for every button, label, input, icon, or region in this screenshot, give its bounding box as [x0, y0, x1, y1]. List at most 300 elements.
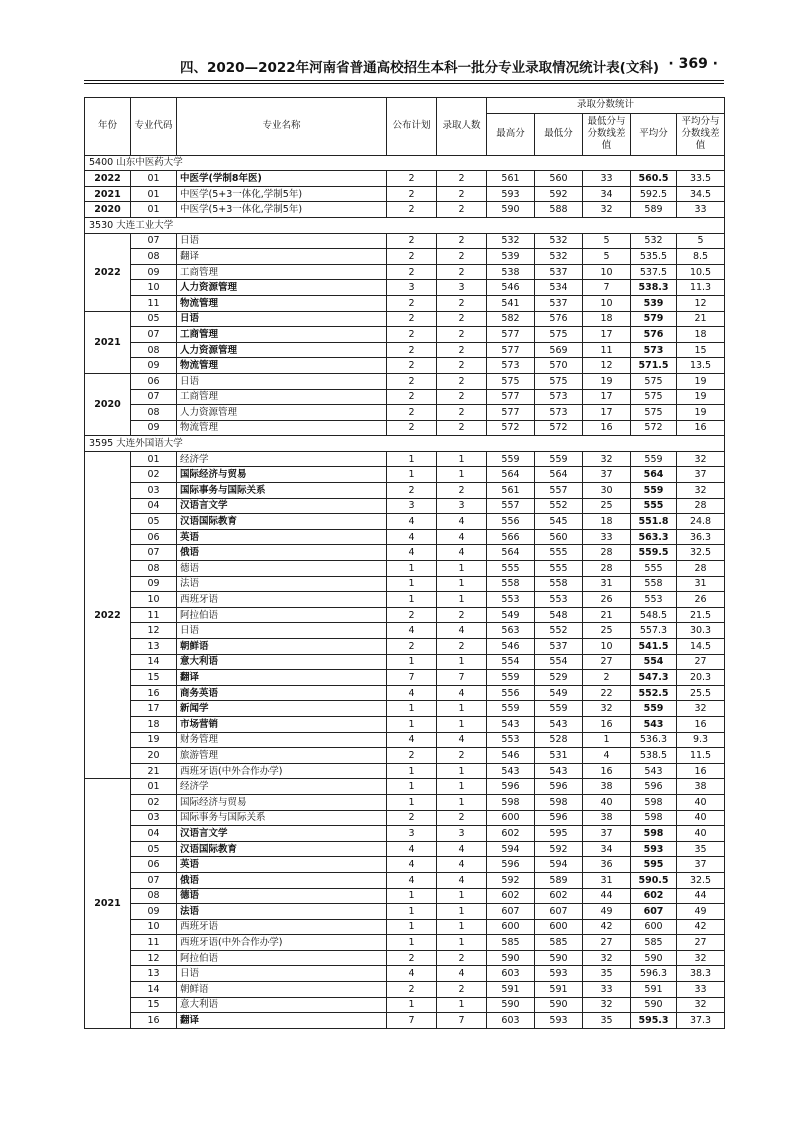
avg-diff-cell: 30.3: [677, 623, 725, 639]
table-row: [85, 249, 725, 265]
table-row: [85, 701, 725, 717]
code-cell: 03: [131, 810, 177, 826]
avg-cell: 554: [631, 654, 677, 670]
max-cell: 546: [487, 639, 535, 655]
max-cell: 564: [487, 545, 535, 561]
code-cell: 07: [131, 233, 177, 249]
avg-cell: 547.3: [631, 670, 677, 686]
table-row: [85, 514, 725, 530]
admitted-cell: 2: [437, 483, 487, 499]
avg-diff-cell: 25.5: [677, 685, 725, 701]
code-cell: 08: [131, 405, 177, 421]
avg-cell: 572: [631, 420, 677, 436]
avg-diff-cell: 32: [677, 483, 725, 499]
min-cell: 552: [535, 498, 583, 514]
major-name-cell: 经济学: [177, 779, 387, 795]
code-cell: 10: [131, 592, 177, 608]
year-cell: 2021: [85, 186, 131, 202]
avg-cell: 589: [631, 202, 677, 218]
avg-cell: 535.5: [631, 249, 677, 265]
col-max-header: 最高分: [487, 113, 535, 155]
min-cell: 553: [535, 592, 583, 608]
major-name-cell: 商务英语: [177, 685, 387, 701]
table-row: [85, 1013, 725, 1029]
admitted-cell: 2: [437, 186, 487, 202]
major-name-cell: 旅游管理: [177, 748, 387, 764]
max-cell: 539: [487, 249, 535, 265]
plan-cell: 3: [387, 498, 437, 514]
avg-diff-cell: 32.5: [677, 545, 725, 561]
plan-cell: 4: [387, 857, 437, 873]
admitted-cell: 2: [437, 748, 487, 764]
avg-cell: 555: [631, 498, 677, 514]
avg-cell: 590: [631, 950, 677, 966]
min-diff-cell: 16: [583, 763, 631, 779]
avg-cell: 579: [631, 311, 677, 327]
admitted-cell: 4: [437, 623, 487, 639]
plan-cell: 2: [387, 810, 437, 826]
admitted-cell: 4: [437, 841, 487, 857]
max-cell: 596: [487, 857, 535, 873]
min-cell: 559: [535, 451, 583, 467]
code-cell: 14: [131, 982, 177, 998]
avg-diff-cell: 32: [677, 451, 725, 467]
major-name-cell: 翻译: [177, 249, 387, 265]
admitted-cell: 7: [437, 670, 487, 686]
avg-cell: 563.3: [631, 529, 677, 545]
code-cell: 07: [131, 545, 177, 561]
plan-cell: 1: [387, 888, 437, 904]
avg-cell: 575: [631, 405, 677, 421]
plan-cell: 2: [387, 748, 437, 764]
table-row: [85, 186, 725, 202]
avg-diff-cell: 33: [677, 202, 725, 218]
avg-cell: 596: [631, 779, 677, 795]
avg-cell: 595.3: [631, 1013, 677, 1029]
table-row: [85, 592, 725, 608]
table-row: [85, 732, 725, 748]
major-name-cell: 日语: [177, 233, 387, 249]
year-cell: 2022: [85, 233, 131, 311]
major-name-cell: 中医学(5+3一体化,学制5年): [177, 202, 387, 218]
plan-cell: 1: [387, 904, 437, 920]
header-rule-thin: [84, 83, 724, 84]
max-cell: 538: [487, 264, 535, 280]
table-row: [85, 358, 725, 374]
avg-cell: 590: [631, 997, 677, 1013]
plan-cell: 1: [387, 467, 437, 483]
avg-diff-cell: 15: [677, 342, 725, 358]
min-diff-cell: 26: [583, 592, 631, 608]
col-plan-header: 公布计划: [387, 98, 437, 156]
code-cell: 07: [131, 872, 177, 888]
admitted-cell: 1: [437, 888, 487, 904]
plan-cell: 2: [387, 327, 437, 343]
min-diff-cell: 17: [583, 389, 631, 405]
avg-cell: 564: [631, 467, 677, 483]
major-name-cell: 中医学(学制8年医): [177, 171, 387, 187]
table-row: [85, 311, 725, 327]
max-cell: 543: [487, 763, 535, 779]
max-cell: 563: [487, 623, 535, 639]
major-name-cell: 英语: [177, 857, 387, 873]
major-name-cell: 汉语言文学: [177, 498, 387, 514]
max-cell: 559: [487, 451, 535, 467]
major-name-cell: 汉语国际教育: [177, 841, 387, 857]
plan-cell: 1: [387, 576, 437, 592]
max-cell: 603: [487, 1013, 535, 1029]
avg-diff-cell: 33: [677, 982, 725, 998]
max-cell: 573: [487, 358, 535, 374]
code-cell: 11: [131, 607, 177, 623]
plan-cell: 1: [387, 701, 437, 717]
admitted-cell: 1: [437, 576, 487, 592]
plan-cell: 4: [387, 841, 437, 857]
min-diff-cell: 32: [583, 950, 631, 966]
min-diff-cell: 27: [583, 935, 631, 951]
min-diff-cell: 2: [583, 670, 631, 686]
max-cell: 555: [487, 561, 535, 577]
admitted-cell: 4: [437, 545, 487, 561]
plan-cell: 1: [387, 919, 437, 935]
code-cell: 03: [131, 483, 177, 499]
min-cell: 602: [535, 888, 583, 904]
plan-cell: 2: [387, 186, 437, 202]
table-row: [85, 389, 725, 405]
major-name-cell: 英语: [177, 529, 387, 545]
code-cell: 01: [131, 779, 177, 795]
plan-cell: 2: [387, 373, 437, 389]
admitted-cell: 2: [437, 264, 487, 280]
min-diff-cell: 35: [583, 1013, 631, 1029]
avg-cell: 537.5: [631, 264, 677, 280]
min-cell: 576: [535, 311, 583, 327]
table-row: [85, 748, 725, 764]
table-row: [85, 904, 725, 920]
avg-cell: 575: [631, 373, 677, 389]
code-cell: 08: [131, 342, 177, 358]
code-cell: 15: [131, 670, 177, 686]
min-cell: 588: [535, 202, 583, 218]
min-diff-cell: 18: [583, 311, 631, 327]
admitted-cell: 1: [437, 561, 487, 577]
min-diff-cell: 37: [583, 467, 631, 483]
major-name-cell: 国际事务与国际关系: [177, 810, 387, 826]
col-min-header: 最低分: [535, 113, 583, 155]
plan-cell: 2: [387, 358, 437, 374]
plan-cell: 2: [387, 405, 437, 421]
avg-cell: 539: [631, 295, 677, 311]
avg-diff-cell: 37: [677, 467, 725, 483]
min-cell: 560: [535, 171, 583, 187]
table-row: [85, 919, 725, 935]
plan-cell: 3: [387, 826, 437, 842]
min-cell: 575: [535, 327, 583, 343]
admitted-cell: 2: [437, 950, 487, 966]
table-row: [85, 670, 725, 686]
major-name-cell: 工商管理: [177, 327, 387, 343]
major-name-cell: 汉语言文学: [177, 826, 387, 842]
avg-diff-cell: 40: [677, 810, 725, 826]
max-cell: 558: [487, 576, 535, 592]
major-name-cell: 中医学(5+3一体化,学制5年): [177, 186, 387, 202]
avg-diff-cell: 38: [677, 779, 725, 795]
avg-cell: 585: [631, 935, 677, 951]
min-cell: 531: [535, 748, 583, 764]
min-cell: 600: [535, 919, 583, 935]
code-cell: 19: [131, 732, 177, 748]
min-cell: 555: [535, 561, 583, 577]
code-cell: 08: [131, 561, 177, 577]
page-number: · 369 ·: [668, 56, 718, 72]
max-cell: 541: [487, 295, 535, 311]
min-cell: 564: [535, 467, 583, 483]
max-cell: 564: [487, 467, 535, 483]
avg-cell: 592.5: [631, 186, 677, 202]
avg-diff-cell: 8.5: [677, 249, 725, 265]
code-cell: 10: [131, 280, 177, 296]
min-cell: 537: [535, 639, 583, 655]
code-cell: 07: [131, 327, 177, 343]
min-diff-cell: 31: [583, 872, 631, 888]
major-name-cell: 新闻学: [177, 701, 387, 717]
major-name-cell: 朝鲜语: [177, 982, 387, 998]
table-row: [85, 373, 725, 389]
min-diff-cell: 38: [583, 779, 631, 795]
avg-diff-cell: 12: [677, 295, 725, 311]
code-cell: 01: [131, 451, 177, 467]
avg-cell: 536.3: [631, 732, 677, 748]
code-cell: 04: [131, 498, 177, 514]
plan-cell: 1: [387, 716, 437, 732]
major-name-cell: 国际事务与国际关系: [177, 483, 387, 499]
code-cell: 09: [131, 358, 177, 374]
avg-cell: 573: [631, 342, 677, 358]
min-cell: 570: [535, 358, 583, 374]
table-row: [85, 639, 725, 655]
year-cell: 2021: [85, 311, 131, 373]
major-name-cell: 日语: [177, 966, 387, 982]
plan-cell: 4: [387, 732, 437, 748]
min-diff-cell: 42: [583, 919, 631, 935]
max-cell: 603: [487, 966, 535, 982]
avg-diff-cell: 19: [677, 405, 725, 421]
plan-cell: 2: [387, 342, 437, 358]
min-diff-cell: 32: [583, 997, 631, 1013]
max-cell: 590: [487, 202, 535, 218]
table-row: [85, 888, 725, 904]
max-cell: 553: [487, 592, 535, 608]
avg-cell: 591: [631, 982, 677, 998]
min-diff-cell: 34: [583, 186, 631, 202]
plan-cell: 2: [387, 264, 437, 280]
min-cell: 557: [535, 483, 583, 499]
min-diff-cell: 5: [583, 249, 631, 265]
avg-cell: 595: [631, 857, 677, 873]
min-cell: 592: [535, 186, 583, 202]
min-diff-cell: 11: [583, 342, 631, 358]
min-diff-cell: 25: [583, 623, 631, 639]
code-cell: 17: [131, 701, 177, 717]
plan-cell: 7: [387, 670, 437, 686]
plan-cell: 4: [387, 514, 437, 530]
avg-cell: 557.3: [631, 623, 677, 639]
table-row: [85, 826, 725, 842]
max-cell: 556: [487, 685, 535, 701]
max-cell: 532: [487, 233, 535, 249]
min-cell: 607: [535, 904, 583, 920]
major-name-cell: 德语: [177, 888, 387, 904]
max-cell: 602: [487, 826, 535, 842]
plan-cell: 2: [387, 249, 437, 265]
avg-diff-cell: 16: [677, 420, 725, 436]
avg-diff-cell: 31: [677, 576, 725, 592]
major-name-cell: 国际经济与贸易: [177, 794, 387, 810]
code-cell: 08: [131, 888, 177, 904]
plan-cell: 2: [387, 389, 437, 405]
admitted-cell: 2: [437, 810, 487, 826]
code-cell: 07: [131, 389, 177, 405]
major-name-cell: 经济学: [177, 451, 387, 467]
max-cell: 590: [487, 950, 535, 966]
plan-cell: 2: [387, 311, 437, 327]
admitted-cell: 2: [437, 420, 487, 436]
avg-diff-cell: 19: [677, 389, 725, 405]
code-cell: 16: [131, 1013, 177, 1029]
min-diff-cell: 37: [583, 826, 631, 842]
major-name-cell: 西班牙语(中外合作办学): [177, 763, 387, 779]
min-diff-cell: 10: [583, 639, 631, 655]
avg-cell: 559: [631, 483, 677, 499]
table-body: [85, 155, 725, 1028]
major-name-cell: 俄语: [177, 545, 387, 561]
table-row: [85, 327, 725, 343]
min-diff-cell: 32: [583, 451, 631, 467]
avg-diff-cell: 10.5: [677, 264, 725, 280]
plan-cell: 2: [387, 950, 437, 966]
code-cell: 05: [131, 514, 177, 530]
avg-cell: 559: [631, 701, 677, 717]
col-min-diff-header: 最低分与分数线差值: [583, 113, 631, 155]
min-cell: 573: [535, 389, 583, 405]
code-cell: 14: [131, 654, 177, 670]
avg-diff-cell: 16: [677, 716, 725, 732]
avg-cell: 532: [631, 233, 677, 249]
table-row: [85, 483, 725, 499]
plan-cell: 4: [387, 623, 437, 639]
min-cell: 596: [535, 779, 583, 795]
max-cell: 577: [487, 327, 535, 343]
avg-diff-cell: 38.3: [677, 966, 725, 982]
section-row: [85, 155, 725, 171]
max-cell: 600: [487, 810, 535, 826]
plan-cell: 2: [387, 483, 437, 499]
admitted-cell: 2: [437, 639, 487, 655]
plan-cell: 1: [387, 763, 437, 779]
major-name-cell: 阿拉伯语: [177, 607, 387, 623]
avg-diff-cell: 42: [677, 919, 725, 935]
avg-diff-cell: 11.3: [677, 280, 725, 296]
admitted-cell: 2: [437, 373, 487, 389]
code-cell: 10: [131, 919, 177, 935]
table-row: [85, 810, 725, 826]
admitted-cell: 2: [437, 233, 487, 249]
min-diff-cell: 7: [583, 280, 631, 296]
max-cell: 585: [487, 935, 535, 951]
admitted-cell: 1: [437, 794, 487, 810]
min-diff-cell: 36: [583, 857, 631, 873]
major-name-cell: 朝鲜语: [177, 639, 387, 655]
col-avg-diff-header: 平均分与分数线差值: [677, 113, 725, 155]
major-name-cell: 人力资源管理: [177, 342, 387, 358]
table-row: [85, 857, 725, 873]
major-name-cell: 国际经济与贸易: [177, 467, 387, 483]
major-name-cell: 人力资源管理: [177, 405, 387, 421]
table-row: [85, 498, 725, 514]
plan-cell: 1: [387, 935, 437, 951]
table-row: [85, 794, 725, 810]
major-name-cell: 物流管理: [177, 295, 387, 311]
min-diff-cell: 5: [583, 233, 631, 249]
min-cell: 554: [535, 654, 583, 670]
major-name-cell: 翻译: [177, 670, 387, 686]
min-cell: 548: [535, 607, 583, 623]
table-row: [85, 561, 725, 577]
min-cell: 552: [535, 623, 583, 639]
avg-diff-cell: 16: [677, 763, 725, 779]
admitted-cell: 2: [437, 607, 487, 623]
avg-diff-cell: 20.3: [677, 670, 725, 686]
min-cell: 560: [535, 529, 583, 545]
table-row: [85, 420, 725, 436]
admitted-cell: 2: [437, 295, 487, 311]
max-cell: 553: [487, 732, 535, 748]
avg-diff-cell: 32: [677, 997, 725, 1013]
avg-diff-cell: 14.5: [677, 639, 725, 655]
admitted-cell: 1: [437, 592, 487, 608]
avg-diff-cell: 24.8: [677, 514, 725, 530]
table-row: [85, 982, 725, 998]
admitted-cell: 4: [437, 966, 487, 982]
admission-table: [84, 97, 725, 1029]
admitted-cell: 2: [437, 982, 487, 998]
section-row: [85, 217, 725, 233]
max-cell: 600: [487, 919, 535, 935]
col-avg-header: 平均分: [631, 113, 677, 155]
admitted-cell: 4: [437, 685, 487, 701]
admitted-cell: 1: [437, 451, 487, 467]
major-name-cell: 日语: [177, 311, 387, 327]
max-cell: 598: [487, 794, 535, 810]
plan-cell: 2: [387, 639, 437, 655]
avg-diff-cell: 34.5: [677, 186, 725, 202]
max-cell: 543: [487, 716, 535, 732]
admitted-cell: 1: [437, 935, 487, 951]
avg-diff-cell: 32.5: [677, 872, 725, 888]
avg-cell: 541.5: [631, 639, 677, 655]
avg-diff-cell: 40: [677, 826, 725, 842]
avg-cell: 602: [631, 888, 677, 904]
min-diff-cell: 49: [583, 904, 631, 920]
section-label: 5400 山东中医药大学: [85, 155, 725, 171]
max-cell: 594: [487, 841, 535, 857]
plan-cell: 4: [387, 872, 437, 888]
max-cell: 559: [487, 701, 535, 717]
plan-cell: 1: [387, 451, 437, 467]
code-cell: 01: [131, 171, 177, 187]
min-diff-cell: 25: [583, 498, 631, 514]
table-row: [85, 342, 725, 358]
